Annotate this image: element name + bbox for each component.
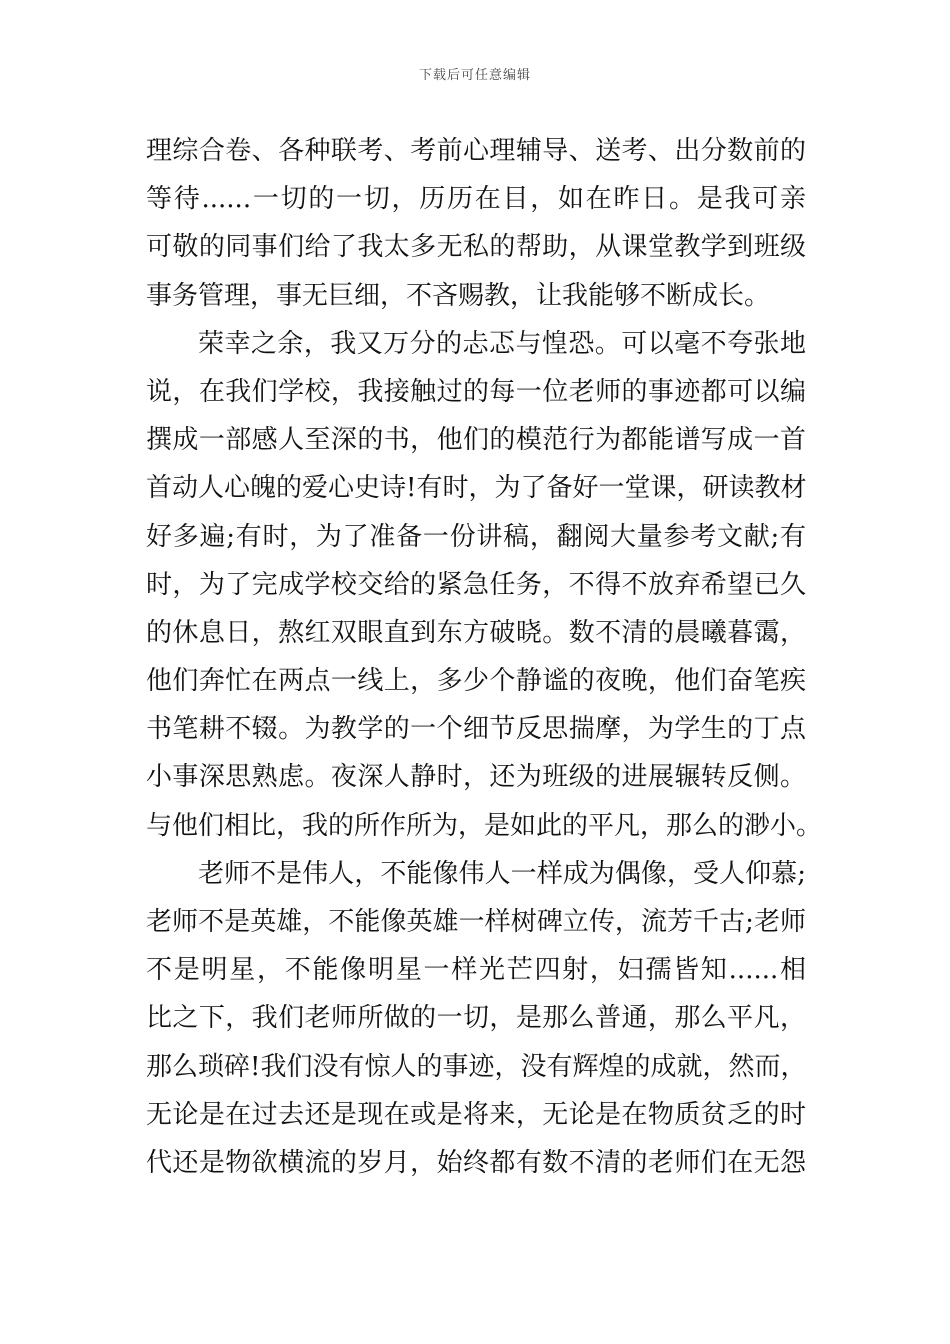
text-line: 首动人心魄的爱心史诗!有时，为了备好一堂课，研读教材 — [146, 473, 807, 504]
text-line: 代还是物欲横流的岁月，始终都有数不清的老师们在无怨 — [146, 1147, 806, 1178]
page-header: 下载后可任意编辑 — [418, 68, 531, 83]
text-line: 与他们相比，我的所作所为，是如此的平凡，那么的渺小。 — [146, 810, 823, 841]
text-line: 那么琐碎!我们没有惊人的事迹，没有辉煌的成就，然而， — [146, 1051, 807, 1082]
text-line: 荣幸之余，我又万分的忐忑与惶恐。可以毫不夸张地 — [198, 328, 806, 359]
text-line: 不是明星，不能像明星一样光芒四射，妇孺皆知......相 — [146, 955, 806, 986]
text-line: 好多遍;有时，为了准备一份讲稿，翻阅大量参考文献;有 — [146, 521, 806, 552]
text-line: 理综合卷、各种联考、考前心理辅导、送考、出分数前的 — [146, 136, 806, 166]
text-line: 等待......一切的一切，历历在目，如在昨日。是我可亲 — [146, 184, 806, 215]
text-line: 老师不是英雄，不能像英雄一样树碑立传，流芳千古;老师 — [146, 907, 806, 937]
text-line: 的休息日，熬红双眼直到东方破晓。数不清的晨曦暮霭， — [146, 617, 806, 648]
text-line: 书笔耕不辍。为教学的一个细节反思揣摩，为学生的丁点 — [146, 714, 806, 745]
text-line: 撰成一部感人至深的书，他们的模范行为都能谱写成一首 — [146, 425, 806, 456]
text-line: 无论是在过去还是现在或是将来，无论是在物质贫乏的时 — [146, 1099, 806, 1130]
text-line: 说，在我们学校，我接触过的每一位老师的事迹都可以编 — [146, 376, 806, 407]
text-line: 时，为了完成学校交给的紧急任务，不得不放弃希望已久 — [146, 569, 806, 600]
text-line: 老师不是伟人，不能像伟人一样成为偶像，受人仰慕; — [198, 858, 806, 889]
text-line: 事务管理，事无巨细，不吝赐教，让我能够不断成长。 — [146, 280, 771, 311]
text-line: 他们奔忙在两点一线上，多少个静谧的夜晚，他们奋笔疾 — [146, 666, 806, 697]
text-line: 比之下，我们老师所做的一切，是那么普通，那么平凡， — [146, 1003, 806, 1034]
document-body — [146, 127, 823, 1187]
text-line: 可敬的同事们给了我太多无私的帮助，从课堂教学到班级 — [146, 232, 806, 263]
text-line: 小事深思熟虑。夜深人静时，还为班级的进展辗转反侧。 — [146, 762, 806, 793]
